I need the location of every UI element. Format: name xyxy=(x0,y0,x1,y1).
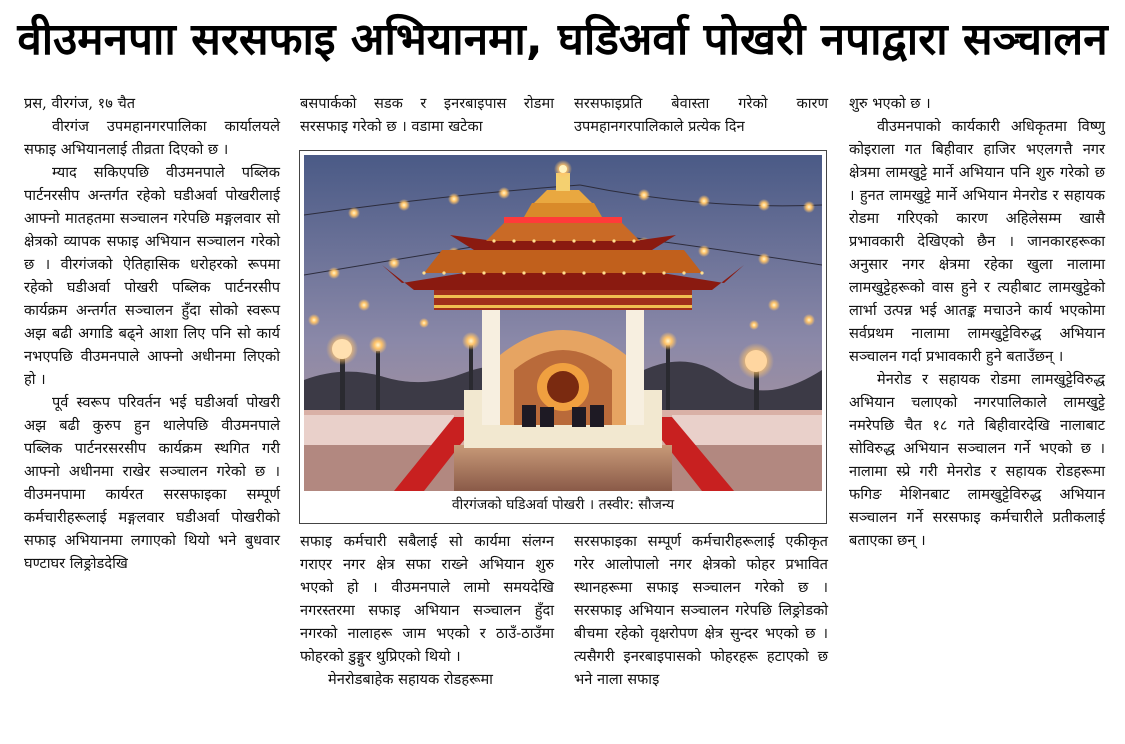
article-top-lines xyxy=(300,92,828,142)
paragraph: पूर्व स्वरूप परिवर्तन भई घडीअर्वा पोखरी अझ बढी कुरुप हुन थालेपछि वीउमनपाले पब्लिक पार्टनरसरसीप कार्यक्रम स्थगित गरी आफ्नो अधीनमा राखेर सञ्चालन गरेको छ । वीउमनपामा कार्यरत सरसफाइका सम्पूर्ण कर्मचारीहरूलाई मङ्गलवार घडीअर्वा पोखरीको सफाइ अभियानमा लगाएको थियो भने बुधवार घण्टाघर लिङ्रोडदेखि xyxy=(24,394,280,572)
article-column-4 xyxy=(849,92,1105,552)
article-column-1 xyxy=(24,92,280,575)
paragraph: मेनरोड र सहायक रोडमा लामखुट्टेविरुद्ध अभियान चलाएको नगरपालिकाले लामखुट्टे नमरेपछि चैत १८ गते बिहीवारदेखि नालाबाट सोविरुद्ध अभियान सञ्चालन गर्ने भएको छ । नालामा स्प्रे गरी मेनरोड र सहायक रोडहरूमा फगिङ मेशिनबाट लामखुट्टेविरुद्ध अभियान सञ्चालन गर्ने सरसफाइ कर्मचारीले प्रतीकलाई बताएका छन् । xyxy=(849,371,1105,549)
paragraph: मेनरोडबाहेक सहायक रोडहरूमा xyxy=(328,671,493,688)
paragraph: सरसफाइका सम्पूर्ण कर्मचारीहरूलाई एकीकृत गरेर आलोपालो नगर क्षेत्रको फोहर प्रभावित स्थानहरूमा सफाइ सञ्चालन गरेको छ । सरसफाइ अभियान सञ्चालन गरेपछि लिङ्रोडको बीचमा रहेको वृक्षरोपण क्षेत्र सुन्दर भएको छ । त्यसैगरी इनरबाइपासको फोहरहरू हटाएको छ भने नाला सफाइ xyxy=(574,533,828,688)
headline: वीउमनपाा सरसफाइ अभियानमा, घडिअर्वा पोखरी नपाद्वारा सञ्चालन xyxy=(17,14,1108,65)
article-column-2-bottom xyxy=(300,530,554,691)
paragraph: वीउमनपाको कार्यकारी अधिकृतमा विष्णु कोइराला गत बिहीवार हाजिर भएलगत्तै नगर क्षेत्रमा लामखुट्टे मार्ने अभियान पनि शुरु गरेको छ । हुनत लामखुट्टे मार्ने अभियान मेनरोड र सहायक रोडमा गरिएको कारण अहिलेसम्म खासै प्रभावकारी देखिएको छैन । जानकारहरूका अनुसार नगर क्षेत्रमा रहेका खुला नालामा लामखुट्टेहरूको वास हुने र त्यहीबाट लामखुट्टेको लार्भा उत्पन्न भई आतङ्क मचाउने कार्य भएकोमा सर्वप्रथम नालामा लामखुट्टेविरुद्ध अभियान सञ्चालन गर्दा प्रभावकारी हुने बताउँछन् । xyxy=(849,118,1105,365)
photo-frame xyxy=(299,150,827,524)
column-2-top-text: बसपार्कको सडक र इनरबाइपास रोडमा सरसफाइ गरेको छ । वडामा खटेका xyxy=(300,95,554,135)
paragraph: शुरु भएको छ । xyxy=(849,95,931,112)
article-column-3-bottom xyxy=(574,530,828,691)
dateline: प्रस, वीरगंज, १७ चैत xyxy=(24,95,136,112)
paragraph: सफाइ कर्मचारी सबैलाई सो कार्यमा संलग्न गराएर नगर क्षेत्र सफा राख्ने अभियान शुरु भएको हो । वीउमनपाले लामो समयदेखि नगरस्तरमा सफाइ अभियान सञ्चालन हुँदा नगरको नालाहरू जाम भएको र ठाउँ-ठाउँमा फोहरको डुङ्गुर थुप्रिएको थियो । xyxy=(300,533,554,665)
column-3-top-text: सरसफाइप्रति बेवास्ता गरेको कारण उपमहानगरपालिकाले प्रत्येक दिन xyxy=(574,95,828,135)
photo-caption: वीरगंजको घडिअर्वा पोखरी । तस्वीर: सौजन्य xyxy=(451,497,675,513)
paragraph: वीरगंज उपमहानगरपालिका कार्यालयले सफाइ अभियानलाई तीव्रता दिएको छ । xyxy=(24,118,280,158)
paragraph: म्याद सकिएपछि वीउमनपाले पब्लिक पार्टनरसीप अन्तर्गत रहेको घडीअर्वा पोखरीलाई आफ्नो मातहतमा सञ्चालन गरेपछि मङ्गलवार सो क्षेत्रको व्यापक सफाइ अभियान सञ्चालन गरेको छ । वीरगंजको ऐतिहासिक धरोहरको रूपमा रहेको घडीअर्वा पोखरी पब्लिक पार्टनरसीप कार्यक्रम अन्तर्गत सञ्चालन हुँदा सोको स्वरूप अझ बढी अगाडि बढ्ने आशा लिए पनि सो कार्य नभएपछि वीउमनपाले आफ्नो अधीनमा लिएको हो । xyxy=(24,164,280,388)
temple-photo xyxy=(304,155,822,491)
